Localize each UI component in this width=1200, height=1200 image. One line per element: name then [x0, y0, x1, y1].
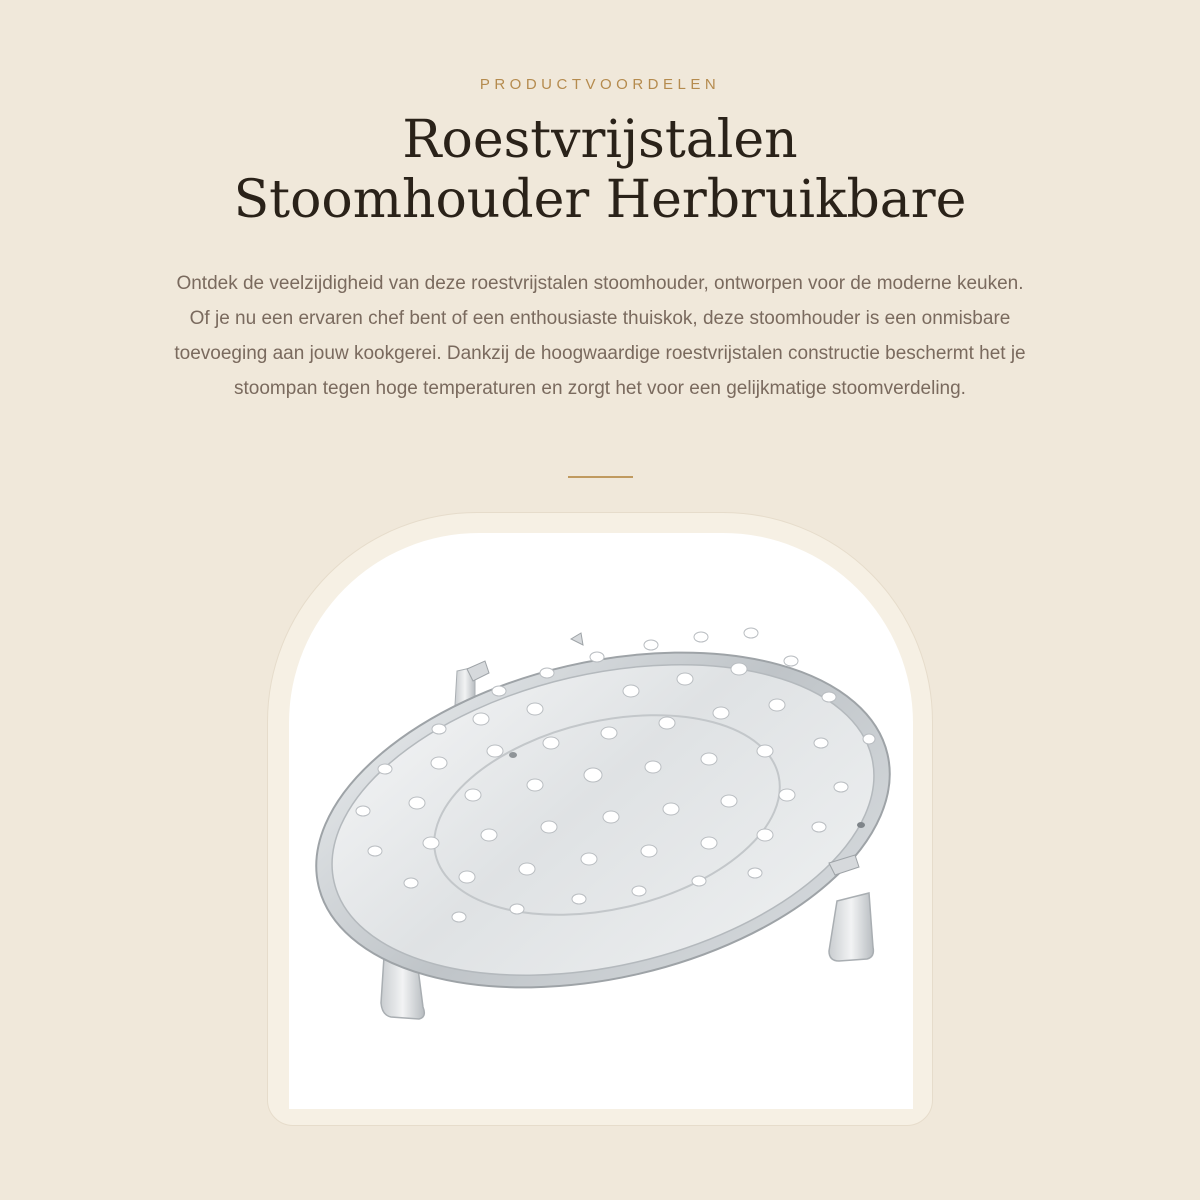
section-divider [568, 476, 633, 478]
product-photo [289, 533, 913, 1109]
section-title [100, 110, 1100, 230]
section-title-line-1: Roestvrijstalen [402, 110, 798, 170]
steamer-rack-illustration [289, 533, 913, 1109]
section-title-line-2: Stoomhouder Herbruikbare [233, 170, 967, 230]
section-eyebrow: PRODUCTVOORDELEN [479, 76, 721, 93]
section-description: Ontdek de veelzijdigheid van deze roestvrijstalen stoomhouder, ontworpen voor de moderne keuken. Of je nu een ervaren chef bent of een enthousiaste thuiskok, deze stoomhouder is een onmisbare toevoeging aan jouw kookgerei. Dankzij de hoogwaardige roestvrijstalen constructie beschermt het je stoompan tegen hoge temperaturen en zorgt het voor een gelijkmatige stoomverdeling. [174, 273, 1026, 399]
product-image-frame [267, 512, 933, 1126]
